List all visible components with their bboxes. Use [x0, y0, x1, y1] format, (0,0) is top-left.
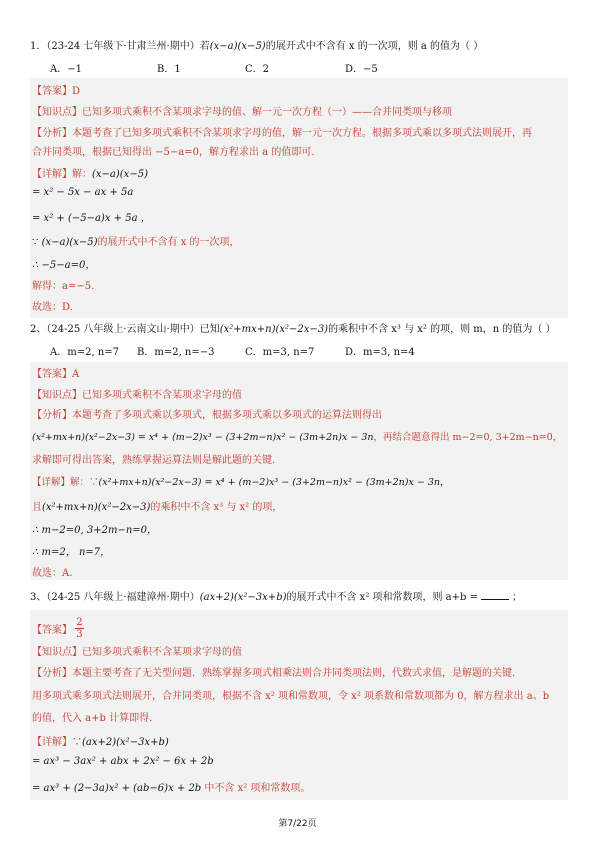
page-number: 第7/22页 — [278, 819, 317, 829]
q2-conclusion: 故选：A. — [32, 568, 73, 579]
q2-step3: ∴ m=2， n=7， — [32, 547, 111, 558]
q1-step4: ∴ −5−a=0， — [32, 260, 96, 271]
q2-detail: 【详解】解：∵(x²+mx+n)(x²−2x−3) = x⁴ + (m−2)x³ − (3+2m−n)x² − (3m+2n)x − 3n， — [32, 477, 450, 488]
q1-analysis-line2: 合并同类项，根据已知得出 −5−a=0，解方程求出 a 的值即可. — [32, 147, 315, 158]
q3-knowledge: 【知识点】已知多项式乘积不含某项求字母的值 — [32, 647, 242, 658]
q1-step3: ∵ (x−a)(x−5)的展开式中不含有 x 的一次项， — [32, 237, 240, 248]
q1-knowledge: 【知识点】已知多项式乘积不含某项求字母的值、解一元一次方程（一）——合并同类项与移项 — [32, 107, 452, 118]
q2-analysis-line1: 【分析】本题考查了多项式乘以多项式，根据多项式乘以多项式的运算法则得出 — [32, 410, 382, 421]
q1-analysis-line1: 【分析】本题考查了已知多项式乘积不含某项求字母的值，解一元一次方程。根据多项式乘以多项式法则展开，再 — [32, 128, 532, 139]
q2-analysis-line2: (x²+mx+n)(x²−2x−3) = x⁴ + (m−2)x³ − (3+2m−n)x² − (3m+2n)x − 3n，再结合题意得出 m−2=0, 3+2m−n=0， — [32, 432, 563, 443]
q2-option-d: D．m=3, n=4 — [345, 347, 415, 358]
q1-step1: = x² − 5x − ax + 5a — [32, 187, 134, 198]
q2-option-b: B．m=2, n=−3 — [137, 347, 215, 358]
q3-analysis-line3: 的值，代入 a+b 计算即得. — [32, 713, 153, 724]
q3-stem: 3、（24-25 八年级上·福建漳州·期中）(ax+2)(x²−3x+b)的展开式中不含 x² 项和常数项，则 a+b = ； — [30, 592, 522, 603]
q2-analysis-line3: 求解即可得出答案，熟练掌握运算法则是解此题的关键. — [32, 455, 276, 466]
q3-step1: = ax³ − 3ax² + abx + 2x² − 6x + 2b — [32, 756, 214, 767]
q1-answer: 【答案】D — [32, 86, 81, 97]
q1-option-c: C．2 — [245, 64, 270, 75]
q1-stem: 1．（23-24 七年级下·甘肃兰州·期中）若(x−a)(x−5)的展开式中不含有 x 的一次项，则 a 的值为（ ） — [30, 41, 484, 52]
q1-detail: 【详解】解：(x−a)(x−5) — [32, 169, 148, 180]
q1-option-d: D．−5 — [345, 64, 378, 75]
q2-knowledge: 【知识点】已知多项式乘积不含某项求字母的值 — [32, 390, 242, 401]
q1-step2: = x² + (−5−a)x + 5a ， — [32, 213, 151, 224]
q3-analysis-line2: 用多项式乘多项式法则展开，合并同类项，根据不含 x² 项和常数项，令 x² 项系数和常数项都为 0，解方程求出 a、b — [32, 691, 550, 702]
q3-detail: 【详解】∵(ax+2)(x²−3x+b) — [32, 737, 169, 748]
q2-step2: ∴ m−2=0, 3+2m−n=0， — [32, 525, 158, 536]
q3-answer: 【答案】 $\frac{2}{3}$ — [32, 617, 83, 640]
q2-option-c: C．m=3, n=7 — [245, 347, 315, 358]
q3-answer-blank[interactable] — [481, 599, 509, 600]
q2-step1: 且(x²+mx+n)(x²−2x−3)的乘积中不含 x³ 与 x² 的项， — [32, 502, 283, 513]
q2-option-a: A．m=2, n=7 — [50, 347, 119, 358]
q3-step2: = ax³ + (2−3a)x² + (ab−6)x + 2b 中不含 x² 项和常数项。 — [32, 783, 311, 794]
q1-option-b: B．1 — [157, 64, 181, 75]
q1-step5: 解得：a=−5. — [32, 281, 95, 292]
q2-stem: 2、（24-25 八年级上·云南文山·期中）已知(x²+mx+n)(x²−2x−3)的乘积中不含 x³ 与 x² 的项，则 m，n 的值为（ ） — [30, 324, 556, 335]
q1-option-a: A．−1 — [50, 64, 82, 75]
q2-answer: 【答案】A — [32, 369, 80, 380]
q1-conclusion: 故选：D. — [32, 302, 73, 313]
q3-solution-block — [30, 610, 568, 800]
q3-analysis-line1: 【分析】本题主要考查了无关型问题．熟练掌握多项式相乘法则合并同类项法则，代数式求值，是解题的关键． — [32, 668, 522, 679]
q3-answer-fraction: $\frac{2}{3}$ — [76, 617, 83, 640]
